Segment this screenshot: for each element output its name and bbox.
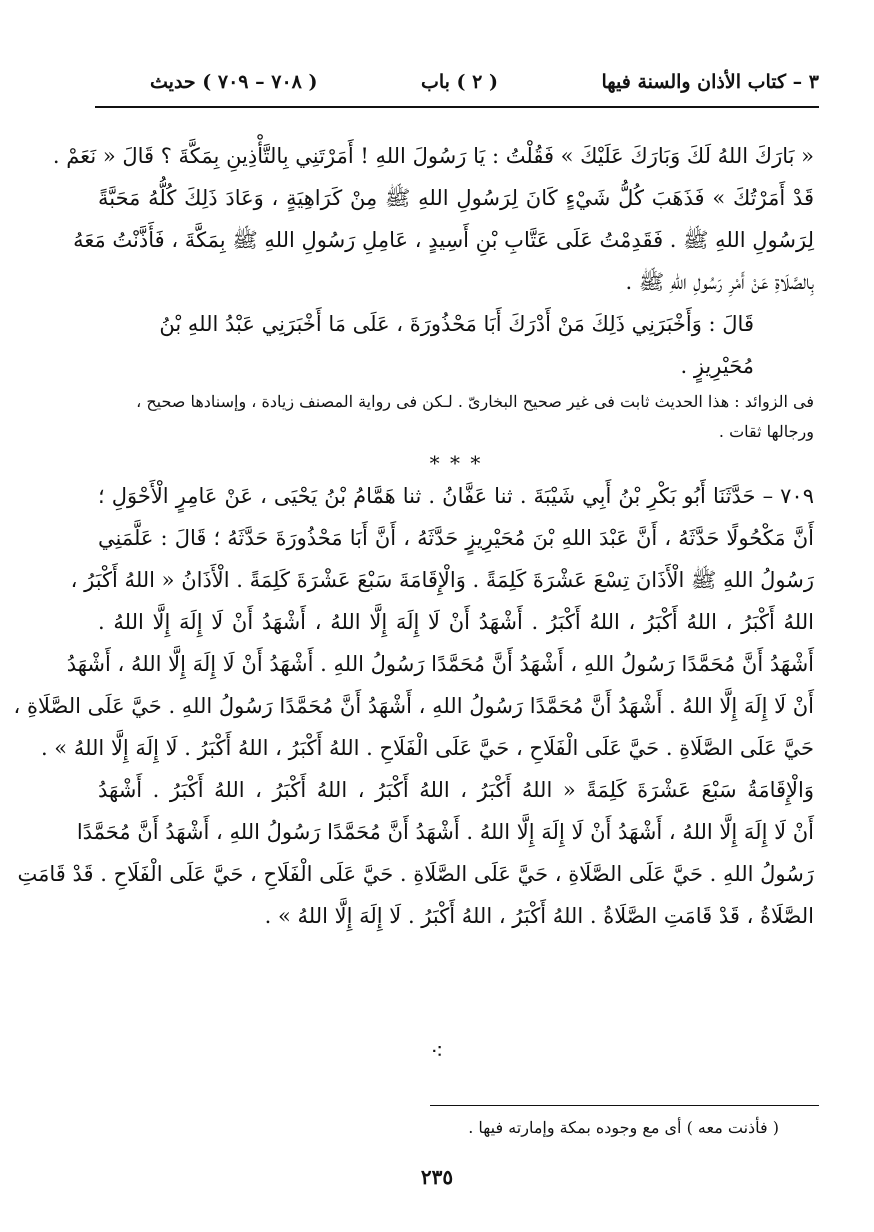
- text-line: ٧٠٩ – حَدَّثَنَا أَبُو بَكْرِ بْنُ أَبِي شَيْبَةَ . ثنا عَفَّانُ . ثنا هَمَّامُ بْنُ يَحْيَى ، عَنْ عَامِرٍ الْأَحْوَلِ ؛: [98, 484, 814, 508]
- zawaid-note: [98, 387, 814, 447]
- text-line: اللهُ أَكْبَرُ ، اللهُ أَكْبَرُ ، اللهُ أَكْبَرُ . أَشْهَدُ أَنْ لَا إِلَهَ إِلَّا اللهُ ، أَشْهَدُ أَنْ لَا إِلَهَ إِلَّا اللهُ .: [98, 610, 814, 634]
- text-line: « بَارَكَ اللهُ لَكَ وَبَارَكَ عَلَيْكَ » فَقُلْتُ : يَا رَسُولَ اللهِ ! أَمَرْتَنِي بِالتَّأْذِينِ بِمَكَّةَ ؟ قَالَ « نَعَمْ .: [52, 144, 814, 168]
- qala-line: قَالَ : وَأَخْبَرَنِي ذَلِكَ مَنْ أَدْرَكَ أَبَا مَحْذُورَةَ ، عَلَى مَا أَخْبَرَنِي عَبْدُ اللهِ بْنُ مُحَيْرِيزٍ .: [159, 312, 754, 378]
- text-line: رَسُولُ اللهِ ﷺ الْأَذَانَ تِسْعَ عَشْرَةَ كَلِمَةً . وَالْإِقَامَةَ سَبْعَ عَشْرَةَ كَلِمَةً . الْأَذَانُ « اللهُ أَكْبَرُ ،: [70, 568, 814, 592]
- text-line: أَنْ لَا إِلَهَ إِلَّا اللهُ . أَشْهَدُ أَنَّ مُحَمَّدًا رَسُولُ اللهِ ، أَشْهَدُ أَنَّ مُحَمَّدًا رَسُولُ اللهِ . حَيَّ عَلَى الصَّلَاةِ ،: [13, 694, 814, 718]
- text-line: أَشْهَدُ أَنَّ مُحَمَّدًا رَسُولُ اللهِ ، أَشْهَدُ أَنَّ مُحَمَّدًا رَسُولُ اللهِ . أَشْهَدُ أَنْ لَا إِلَهَ إِلَّا اللهُ ، أَشْهَدُ: [66, 652, 814, 676]
- section-separator: * * *: [429, 451, 483, 475]
- zawaid-line: فى الزوائد : هذا الحديث ثابت فى غير صحيح البخارىّ . لـكن فى رواية المصنف زيادة ، وإسنادها صحيح ،: [136, 392, 814, 411]
- header-bab: ( ٢ ) باب: [420, 71, 498, 93]
- text-line: أَنْ لَا إِلَهَ إِلَّا اللهُ ، أَشْهَدُ أَنْ لَا إِلَهَ إِلَّا اللهُ . أَشْهَدُ أَنَّ مُحَمَّدًا رَسُولُ اللهِ ، أَشْهَدُ أَنَّ مُحَمَّدًا: [76, 820, 814, 844]
- text-line: بِالصَّلَاةِ عَنْ أَمْرِ رَسُولِ اللهِ ﷺ .: [625, 270, 814, 294]
- header-hadith-range: ( ٧٠٨ – ٧٠٩ ) حديث: [150, 71, 318, 93]
- hadith-709: [13, 475, 814, 937]
- header-rule: [95, 106, 819, 108]
- zawaid-line: ورجالها ثقات .: [718, 422, 814, 441]
- text-line: الصَّلَاةُ ، قَدْ قَامَتِ الصَّلَاةُ . اللهُ أَكْبَرُ ، اللهُ أَكْبَرُ . لَا إِلَهَ إِلَّا اللهُ » .: [264, 904, 814, 928]
- page-number: ٢٣٥: [420, 1165, 454, 1189]
- text-line: قَدْ أَمَرْتُكَ » فَذَهَبَ كُلُّ شَيْءٍ كَانَ لِرَسُولِ اللهِ ﷺ مِنْ كَرَاهِيَةٍ ، وَعَادَ ذَلِكَ كُلُّهُ مَحَبَّةً: [98, 186, 814, 210]
- header-chapter: ٣ – كتاب الأذان والسنة فيها: [601, 71, 819, 93]
- text-line: لِرَسُولِ اللهِ ﷺ . فَقَدِمْتُ عَلَى عَتَّابِ بْنِ أَسِيدٍ ، عَامِلِ رَسُولِ اللهِ ﷺ بِمَكَّةَ ، فَأَذَّنْتُ مَعَهُ: [73, 228, 814, 252]
- end-ornament: ⁖: [430, 1040, 444, 1065]
- text-line: أَنَّ مَكْحُولًا حَدَّثَهُ ، أَنَّ عَبْدَ اللهِ بْنَ مُحَيْرِيزٍ حَدَّثَهُ ، أَنَّ أَبَا مَحْذُورَةَ حَدَّثَهُ ؛ قَالَ : عَلَّمَنِي: [98, 526, 814, 550]
- text-line: وَالْإِقَامَةُ سَبْعَ عَشْرَةَ كَلِمَةً « اللهُ أَكْبَرُ ، اللهُ أَكْبَرُ ، اللهُ أَكْبَرُ ، اللهُ أَكْبَرُ . أَشْهَدُ: [98, 778, 814, 802]
- hadith-708-continuation: [52, 135, 814, 303]
- text-line: حَيَّ عَلَى الصَّلَاةِ . حَيَّ عَلَى الْفَلَاحِ ، حَيَّ عَلَى الْفَلَاحِ . اللهُ أَكْبَرُ ، اللهُ أَكْبَرُ . لَا إِلَهَ إِلَّا اللهُ » .: [40, 736, 814, 760]
- footnote-rule: [430, 1105, 819, 1106]
- text-line: رَسُولُ اللهِ . حَيَّ عَلَى الصَّلَاةِ ، حَيَّ عَلَى الصَّلَاةِ . حَيَّ عَلَى الْفَلَاحِ ، حَيَّ عَلَى الْفَلَاحِ . قَدْ قَامَتِ: [17, 862, 814, 886]
- main-text: [13, 135, 814, 937]
- footnote: ( فأذنت معه ) أى مع وجوده بمكة وإمارته فيها .: [468, 1118, 779, 1137]
- running-header: [150, 62, 819, 102]
